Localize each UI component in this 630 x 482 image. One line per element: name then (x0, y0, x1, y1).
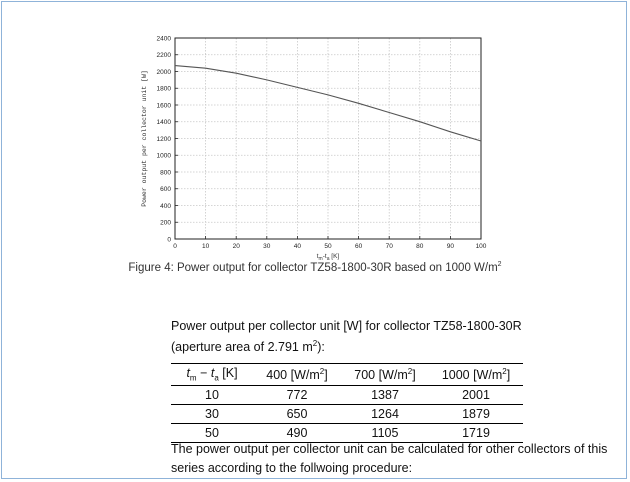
table-title-line1: Power output per collector unit [W] for collector TZ58-1800-30R (171, 319, 522, 333)
table-title-line2: (aperture area of 2.791 $m^2$): (171, 339, 325, 355)
table-cell: 1105 (341, 423, 429, 442)
y-tick-label: 0 (167, 236, 171, 244)
table-block (171, 318, 601, 443)
table-cell: 1879 (429, 404, 523, 423)
x-tick-label: 30 (263, 243, 271, 250)
table-cell: 1719 (429, 423, 523, 442)
x-tick-label: 50 (324, 243, 332, 250)
table-cell: 772 (253, 385, 341, 404)
y-tick-label: 200 (160, 219, 171, 227)
x-tick-label: 80 (416, 243, 424, 250)
series-line (175, 66, 481, 141)
y-tick-label: 1200 (156, 135, 171, 143)
x-tick-label: 90 (446, 243, 455, 250)
y-tick-label: 1800 (156, 85, 171, 93)
x-tick-label: 60 (354, 243, 363, 250)
power-output-table (171, 363, 523, 443)
x-tick-label: 0 (173, 243, 177, 250)
x-tick-label: 20 (232, 243, 240, 250)
y-tick-label: 1400 (156, 119, 171, 127)
y-tick-label: 1000 (156, 152, 171, 160)
procedure-paragraph: The power output per collector unit can be calculated for other collectors of this series according to the follwoing procedure: (171, 442, 608, 475)
table-cell: 50 (171, 423, 253, 442)
x-tick-label: 70 (385, 243, 393, 250)
table-cell: 10 (171, 385, 253, 404)
y-tick-label: 1600 (156, 102, 171, 110)
y-tick-label: 400 (160, 202, 171, 210)
x-tick-label: 10 (201, 243, 210, 250)
table-cell: 2001 (429, 385, 523, 404)
table-cell: 1387 (341, 385, 429, 404)
table-header-row (171, 364, 523, 386)
y-tick-label: 2000 (156, 68, 171, 76)
x-axis-label: $t_m-t_a$ [K] (316, 253, 340, 262)
table-cell: 1264 (341, 404, 429, 423)
table-cell: 650 (253, 404, 341, 423)
table-cell: 30 (171, 404, 253, 423)
y-tick-label: 600 (160, 186, 171, 194)
y-tick-label: 800 (160, 169, 171, 177)
table-row (171, 385, 523, 404)
table-row (171, 404, 523, 423)
header-700: 700 $[W/m^2]$ (341, 364, 429, 386)
header-1000: 1000 $[W/m^2]$ (429, 364, 523, 386)
x-tick-label: 40 (293, 243, 302, 250)
y-tick-label: 2400 (156, 35, 171, 43)
caption-sup: 2 (497, 261, 502, 268)
y-tick-label: 2200 (156, 52, 171, 60)
figure-caption (0, 261, 630, 274)
caption-text: Figure 4: Power output for collector TZ58-1800-30R based on 1000 W/m (128, 261, 498, 274)
header-400: 400 $[W/m^2]$ (253, 364, 341, 386)
x-tick-label: 100 (475, 243, 487, 250)
table-title (171, 318, 601, 356)
y-axis-label: Power output per collector unit [W] (141, 70, 148, 207)
table-cell: 490 (253, 423, 341, 442)
header-temp-diff: $t_m - t_a$ [K] (171, 364, 253, 386)
